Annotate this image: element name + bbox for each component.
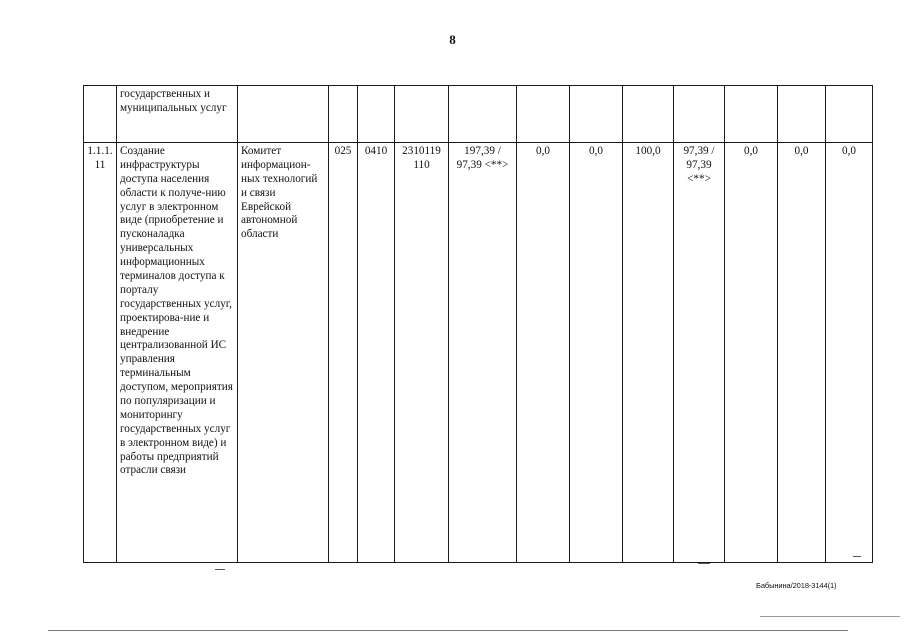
cell-csr (395, 86, 449, 143)
cell-total: 197,39 / 97,39 <**> (449, 143, 517, 563)
footer-reference: Бабынина/2018-3144(1) (756, 581, 837, 590)
page-number: 8 (449, 32, 456, 47)
cell-year-1 (517, 86, 570, 143)
cell-grbs: 025 (329, 143, 358, 563)
cell-year-2 (570, 86, 623, 143)
cell-executor (238, 86, 329, 143)
cell-year-2: 0,0 (570, 143, 623, 563)
cell-num: 1.1.1. 11 (84, 143, 117, 563)
cell-total (449, 86, 517, 143)
cell-year-7: 0,0 (826, 143, 873, 563)
cell-year-5 (725, 86, 778, 143)
cell-year-3 (623, 86, 674, 143)
cell-rzpr: 0410 (358, 143, 395, 563)
cell-year-3: 100,0 (623, 143, 674, 563)
cell-executor: Комитет информацион-ных технологий и связи Еврейской автономной области (238, 143, 329, 563)
cell-name: государственных и муниципальных услуг (117, 86, 238, 143)
footer-rule-short (760, 616, 900, 617)
budget-table (83, 85, 873, 563)
table-row-continuation (84, 86, 873, 143)
cell-year-6: 0,0 (778, 143, 826, 563)
cell-name: Создание инфраструктуры доступа населения области к получе-нию услуг в электронном виде (приобретение и пусконаладка универсальных информационных терминалов доступа к порталу государственных услуг, проектирова-ние и внедрение централизованной ИС управления терминальным доступом, мероприятия по популяризации и мониторингу государственных услуг в электронном виде) и работы предприятий отрасли связи (117, 143, 238, 563)
scan-mark (698, 563, 710, 564)
cell-year-6 (778, 86, 826, 143)
cell-year-1: 0,0 (517, 143, 570, 563)
cell-year-7 (826, 86, 873, 143)
cell-csr: 2310119 110 (395, 143, 449, 563)
scan-mark (853, 556, 861, 557)
cell-year-5: 0,0 (725, 143, 778, 563)
table-row-1-1-1-11 (84, 143, 873, 563)
cell-year-4 (674, 86, 725, 143)
scan-mark (215, 569, 225, 570)
footer-rule (48, 630, 848, 631)
cell-grbs (329, 86, 358, 143)
cell-year-4: 97,39 / 97,39 <**> (674, 143, 725, 563)
cell-num (84, 86, 117, 143)
cell-rzpr (358, 86, 395, 143)
